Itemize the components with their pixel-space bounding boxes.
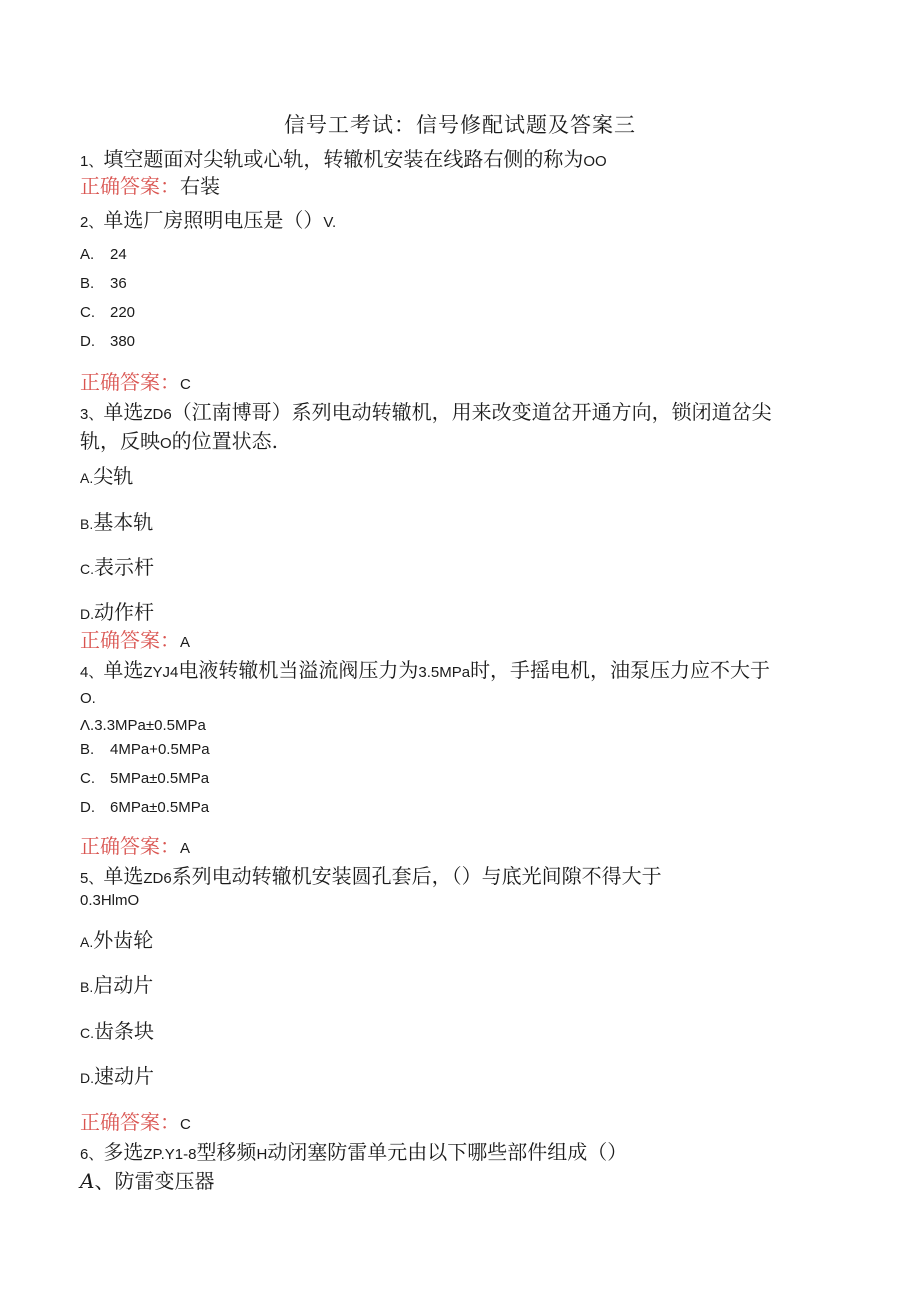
option-letter: D.: [80, 1070, 94, 1086]
question-2-option-b: [80, 275, 127, 292]
question-3-option-d: [80, 596, 154, 625]
question-6-stem: [80, 1136, 627, 1165]
answer-value: A: [180, 840, 191, 857]
question-3-option-a: [80, 460, 133, 489]
answer-value: 右装: [180, 174, 220, 198]
question-4-stem: [80, 654, 770, 683]
question-number: 3、: [80, 406, 104, 423]
option-letter: D.: [80, 799, 95, 816]
option-text: 外齿轮: [93, 928, 154, 952]
question-3-answer: [80, 624, 190, 653]
question-5-option-c: [80, 1015, 154, 1044]
option-text: 5MPa±0.5MPa: [110, 770, 210, 787]
question-5-option-a: [80, 924, 153, 953]
question-2-option-c: [80, 304, 135, 321]
question-5-option-b: [80, 969, 153, 998]
question-text-cont: 型移频: [196, 1140, 257, 1164]
option-letter: C.: [80, 561, 94, 577]
question-2-option-a: [80, 246, 127, 263]
question-6-option-a: [80, 1165, 214, 1194]
page-title: 信号工考试：信号修配试题及答案三: [284, 113, 636, 137]
option-letter: B.: [80, 275, 95, 292]
question-text: 单选: [103, 658, 144, 682]
question-3-option-c: [80, 551, 154, 580]
option-text: 6MPa±0.5MPa: [110, 799, 210, 816]
question-text-cont: （江南博哥）系列电动转辙机，用来改变道岔开通方向，锁闭道岔尖: [171, 400, 772, 424]
question-4-answer: [80, 830, 190, 859]
question-text-end: 动闭塞防雷单元由以下哪些部件组成（）: [267, 1140, 628, 1164]
answer-label: 正确答案：: [80, 628, 180, 652]
option-letter: A: [80, 1169, 95, 1193]
question-tail: V.: [323, 214, 337, 231]
question-code: ZD6: [143, 406, 172, 423]
option-text: 尖轨: [93, 464, 134, 488]
answer-value: C: [180, 1116, 191, 1133]
question-text-cont: 电液转辙机当溢流阀压力为: [178, 658, 419, 682]
question-number: 4、: [80, 664, 104, 681]
answer-value: C: [180, 376, 191, 393]
option-text: 4MPa+0.5MPa: [110, 741, 210, 758]
question-text-cont: 的位置状态.: [171, 429, 279, 453]
question-5-stem: [80, 860, 662, 889]
question-text: 单选: [103, 400, 144, 424]
question-text: 单选厂房照明电压是（）: [103, 208, 324, 232]
question-5-stem-line2: 0.3HlmO: [80, 892, 140, 909]
question-2-option-d: [80, 333, 135, 350]
option-text: 220: [110, 304, 136, 321]
option-letter: B.: [80, 516, 94, 532]
answer-label: 正确答案：: [80, 174, 180, 198]
question-2-stem: [80, 204, 336, 233]
question-5-answer: [80, 1106, 191, 1135]
option-letter: D.: [80, 606, 94, 622]
option-text: 24: [110, 246, 127, 263]
question-code: ZD6: [143, 870, 172, 887]
question-code-2: 3.5MPa: [418, 664, 471, 681]
option-text: 380: [110, 333, 136, 350]
option-text: 动作杆: [94, 600, 154, 624]
option-letter: D.: [80, 333, 95, 350]
option-letter: C.: [80, 770, 95, 787]
question-number: 5、: [80, 870, 104, 887]
option-letter: B.: [80, 979, 94, 995]
question-text: 填空题面对尖轨或心轨，转辙机安装在线路右侧的称为: [103, 147, 584, 171]
question-text-cont: 系列电动转辙机安装圆孔套后，（）与底光间隙不得大于: [171, 864, 662, 888]
question-number: 2、: [80, 214, 104, 231]
question-3-stem: [80, 396, 772, 425]
question-1-answer: [80, 170, 220, 199]
question-4-stem-line2: O.: [80, 690, 96, 707]
question-text: 轨，反映: [80, 429, 160, 453]
option-letter: C.: [80, 1025, 94, 1041]
question-3-stem-line2: [80, 425, 278, 454]
question-tail: OO: [583, 153, 607, 170]
option-letter: A.: [80, 934, 94, 950]
question-code: ZP.Y1-8: [143, 1146, 197, 1163]
option-text: 36: [110, 275, 127, 292]
question-4-option-b: [80, 741, 210, 758]
question-code: ZYJ4: [143, 664, 179, 681]
option-text: 速动片: [94, 1064, 154, 1088]
question-5-option-d: [80, 1060, 154, 1089]
answer-label: 正确答案：: [80, 1110, 180, 1134]
option-text: 基本轨: [93, 510, 154, 534]
question-text: 多选: [103, 1140, 144, 1164]
question-3-option-b: [80, 506, 153, 535]
answer-value: A: [180, 634, 191, 651]
option-letter: A.: [80, 246, 95, 263]
question-4-option-a: [80, 717, 206, 734]
question-text: 单选: [103, 864, 144, 888]
question-code-2: H: [256, 1146, 268, 1163]
option-letter: B.: [80, 741, 95, 758]
question-code: O: [160, 435, 172, 452]
option-text: 3.3MPa±0.5MPa: [94, 717, 206, 734]
question-2-answer: [80, 366, 191, 395]
question-number: 1、: [80, 153, 104, 170]
question-1-stem: [80, 143, 607, 172]
option-letter: C.: [80, 304, 95, 321]
answer-label: 正确答案：: [80, 370, 180, 394]
option-text: 齿条块: [94, 1019, 154, 1043]
question-number: 6、: [80, 1146, 104, 1163]
question-text-end: 时，手摇电机，油泵压力应不大于: [470, 658, 771, 682]
option-letter: Λ.: [80, 717, 95, 734]
option-text: 启动片: [93, 973, 154, 997]
question-4-option-c: [80, 770, 209, 787]
option-text: 表示杆: [94, 555, 154, 579]
option-letter: A.: [80, 470, 94, 486]
question-4-option-d: [80, 799, 209, 816]
answer-label: 正确答案：: [80, 834, 180, 858]
option-text: 、防雷变压器: [94, 1169, 215, 1193]
